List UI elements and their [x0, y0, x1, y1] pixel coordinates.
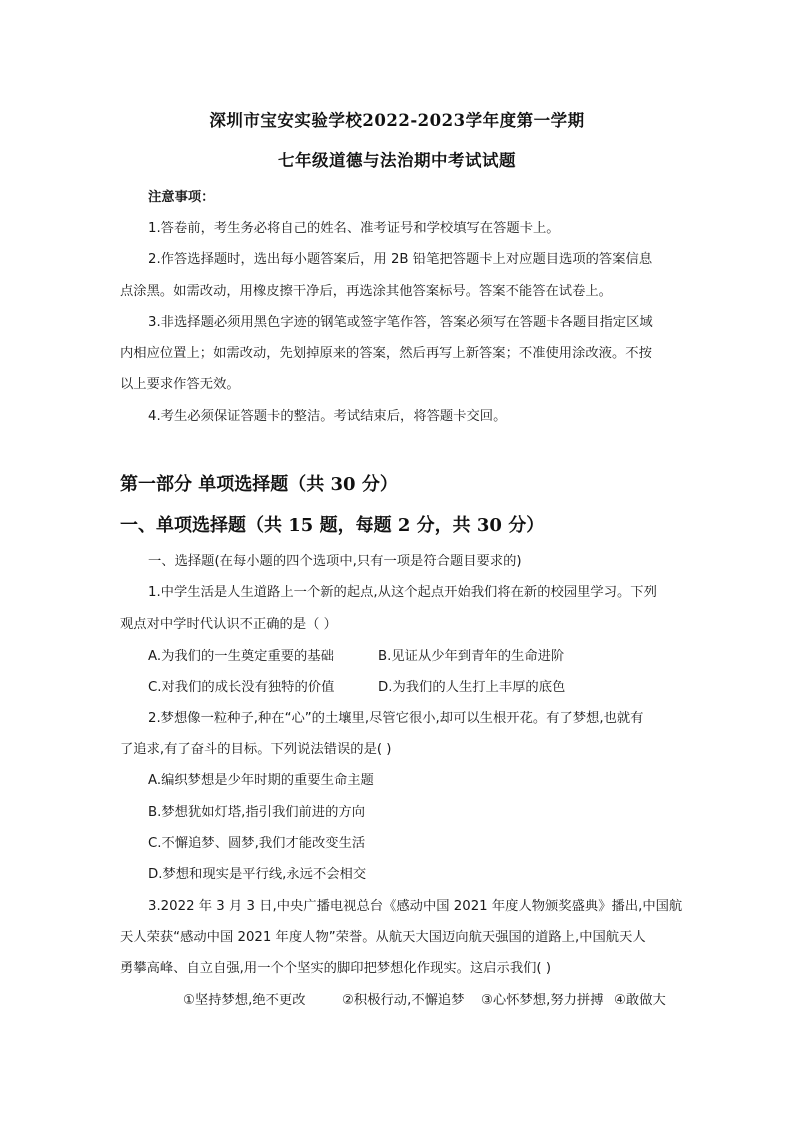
q2-option-b: B.梦想犹如灯塔,指引我们前进的方向 [148, 805, 366, 820]
q1-option-b: B.见证从少年到青年的生命进阶 [378, 649, 565, 664]
q1-option-c: C.对我们的成长没有独特的价值 [148, 680, 335, 695]
q1-stem-line2: 观点对中学时代认识不正确的是（ ） [120, 617, 337, 632]
q2-stem-line1: 2.梦想像一粒种子,种在“心”的土壤里,尽管它很小,却可以生根开花。有了梦想,也就有 [148, 711, 644, 726]
q3-item-1: ①坚持梦想,绝不更改 [183, 993, 306, 1008]
notice-item-3-line1: 3.非选择题必须用黑色字迹的钢笔或签字笔作答，答案必须写在答题卡各题目指定区域 [148, 315, 653, 330]
section-intro: 一、选择题(在每小题的四个选项中,只有一项是符合题目要求的) [148, 554, 522, 569]
section-one-heading: 一、单项选择题（共 15 题，每题 2 分，共 30 分） [120, 515, 545, 536]
q1-option-d: D.为我们的人生打上丰厚的底色 [378, 680, 566, 695]
q3-item-4: ④敢做大 [614, 993, 666, 1008]
q3-stem-line2: 天人荣获“感动中国 2021 年度人物”荣誉。从航天大国迈向航天强国的道路上,中国航天人 [120, 930, 646, 945]
q1-stem-line1: 1.中学生活是人生道路上一个新的起点,从这个起点开始我们将在新的校园里学习。下列 [148, 585, 657, 600]
q2-option-a: A.编织梦想是少年时期的重要生命主题 [148, 773, 374, 788]
q2-stem-line2: 了追求,有了奋斗的目标。下列说法错误的是( ) [120, 742, 392, 757]
part-one-heading: 第一部分 单项选择题（共 30 分） [120, 474, 398, 495]
q3-item-2: ②积极行动,不懈追梦 [342, 993, 465, 1008]
notice-item-1: 1.答卷前，考生务必将自己的姓名、准考证号和学校填写在答题卡上。 [148, 221, 560, 236]
q2-option-c: C.不懈追梦、圆梦,我们才能改变生活 [148, 836, 366, 851]
notice-item-3-line3: 以上要求作答无效。 [120, 377, 240, 392]
q3-item-3: ③心怀梦想,努力拼搏 [481, 993, 604, 1008]
notice-item-4: 4.考生必须保证答题卡的整洁。考试结束后，将答题卡交回。 [148, 409, 507, 424]
exam-title-line1: 深圳市宝安实验学校2022-2023学年度第一学期 [209, 111, 585, 130]
notice-label: 注意事项： [148, 190, 215, 205]
q3-stem-line1: 3.2022 年 3 月 3 日,中央广播电视总台《感动中国 2021 年度人物颁奖盛典》播出,中国航 [148, 899, 683, 914]
q2-option-d: D.梦想和现实是平行线,永远不会相交 [148, 867, 367, 882]
notice-item-3-line2: 内相应位置上；如需改动，先划掉原来的答案，然后再写上新答案；不准使用涂改液。不按 [120, 346, 652, 361]
notice-item-2-line1: 2.作答选择题时，选出每小题答案后，用 2B 铅笔把答题卡上对应题目选项的答案信息 [148, 252, 653, 267]
notice-item-2-line2: 点涂黑。如需改动，用橡皮擦干净后，再选涂其他答案标号。答案不能答在试卷上。 [120, 284, 612, 299]
q1-option-a: A.为我们的一生奠定重要的基础 [148, 649, 334, 664]
q3-stem-line3: 勇攀高峰、自立自强,用一个个坚实的脚印把梦想化作现实。这启示我们( ) [120, 961, 552, 976]
exam-title-line2: 七年级道德与法治期中考试试题 [278, 151, 516, 170]
